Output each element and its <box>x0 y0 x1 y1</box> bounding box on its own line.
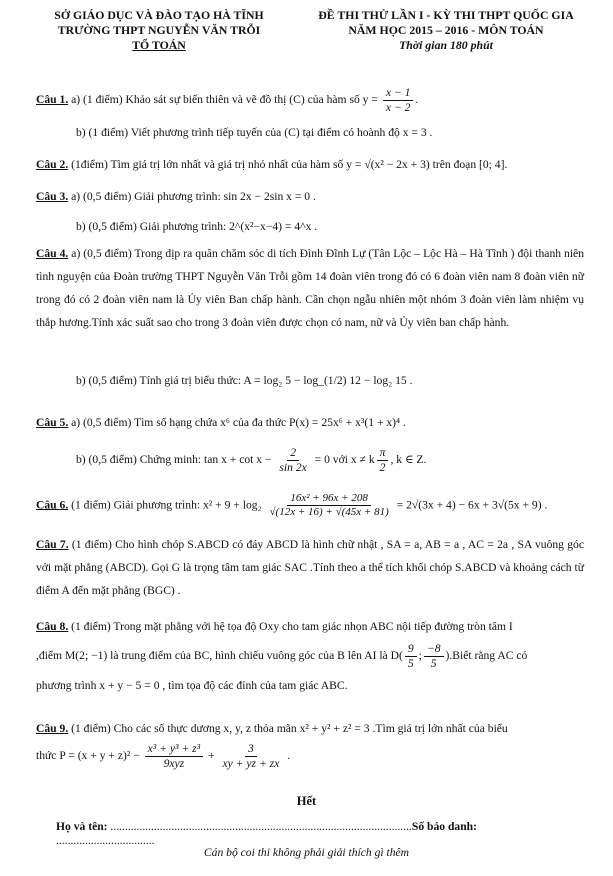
denominator: x − 2 <box>385 100 411 114</box>
operator: + <box>205 748 218 762</box>
exam-title: ĐỀ THI THỬ LẦN I - KỲ THI THPT QUỐC GIA <box>318 8 574 22</box>
fraction <box>219 742 282 771</box>
question-text: a) (0,5 điểm) Giải phương trình: sin 2x − 2sin x = 0 . <box>68 190 316 203</box>
question-label: Câu 6. <box>36 498 69 512</box>
group-name: TỔ TOÁN <box>132 38 186 52</box>
denominator: xy + yz + zx <box>222 756 280 770</box>
question-1b: b) (1 điểm) Viết phương trình tiếp tuyến của (C) tại điểm có hoành độ x = 3 . <box>76 126 433 139</box>
question-text: (1điểm) Tìm giá trị lớn nhất và giá trị nhỏ nhất của hàm số y = √(x² − 2x + 3) trên đoạn [0; 4]. <box>68 158 508 171</box>
question-text: (1 điểm) Trong mặt phẳng với hệ tọa độ Oxy cho tam giác nhọn ABC nội tiếp đường tròn tâm I <box>68 620 513 633</box>
denominator: √(12x + 16) + √(45x + 81) <box>269 506 389 519</box>
proctor-note: Cán bộ coi thi không phải giải thích gì thêm <box>203 846 410 859</box>
denominator: 9xyz <box>163 756 185 770</box>
question-label: Câu 3. <box>36 190 69 203</box>
question-label: Câu 1. <box>36 93 69 107</box>
numerator: π <box>377 446 389 461</box>
question-text: thức P = (x + y + z)² − <box>36 748 140 762</box>
fraction <box>424 642 444 671</box>
fraction <box>276 446 309 475</box>
question-label: Câu 4. <box>36 247 69 260</box>
question-label: Câu 8. <box>36 620 69 633</box>
fraction <box>405 642 417 671</box>
denominator: sin 2x <box>279 460 307 474</box>
question-line: ,điểm M(2; −1) là trung điểm của BC, hình chiếu vuông góc của B lên AI là D( $\frac{9}{5}$ ; $\frac{-8}{5}$ ).Biết rằng AC có <box>36 641 528 670</box>
question-line: phương trình x + y − 5 = 0 , tìm tọa độ các đỉnh của tam giác ABC. <box>36 678 348 692</box>
exam-duration: Thời gian 180 phút <box>399 38 493 52</box>
question-text: b) (0,5 điểm) Chứng minh: tan x + cot x − <box>76 453 272 467</box>
candidate-number-dots: .................................. <box>56 833 155 847</box>
question-2 <box>36 158 584 172</box>
question-label: Câu 7. <box>36 538 69 551</box>
question-3b: b) (0,5 điểm) Giải phương trình: 2^(x²−x−4) = 4^x . <box>76 220 318 233</box>
exam-header <box>296 8 596 53</box>
denominator: 5 <box>430 656 437 670</box>
question-4b: b) (0,5 điểm) Tính giá trị biểu thức: A = log₂ 5 − log_(1/2) 12 − log₂ 15 . <box>76 374 413 387</box>
exam-year-subject: NĂM HỌC 2015 – 2016 - MÔN TOÁN <box>348 23 544 37</box>
question-1a: Câu 1. a) (1 điểm) Khảo sát sự biến thiên và vẽ đồ thị (C) của hàm số y = $\frac{x - 1}{x - 2}$ . <box>36 86 419 114</box>
question-text: . <box>284 748 291 762</box>
question-8 <box>36 620 584 693</box>
fraction <box>145 742 203 771</box>
question-text: a) (1 điểm) Khảo sát sự biến thiên và vẽ đồ thị (C) của hàm số y = <box>68 93 378 107</box>
question-5a <box>36 416 584 430</box>
fraction <box>383 86 414 115</box>
name-label: Họ và tên: <box>56 820 108 833</box>
numerator: −8 <box>424 642 444 657</box>
question-label: Câu 5. <box>36 416 69 429</box>
candidate-info <box>56 820 576 848</box>
question-line <box>36 742 584 771</box>
question-text: = 0 với x ≠ k <box>311 453 375 467</box>
denominator: 5 <box>407 656 414 670</box>
department-name: SỞ GIÁO DỤC VÀ ĐÀO TẠO HÀ TĨNH <box>54 8 264 22</box>
fraction <box>377 446 389 475</box>
question-label: Câu 9. <box>36 722 69 735</box>
numerator: 3 <box>245 742 257 757</box>
question-7 <box>36 533 584 602</box>
question-text: (1 điểm) Cho các số thực dương x, y, z thỏa mãn x² + y² + z² = 3 .Tìm giá trị lớn nhất của biểu <box>68 722 508 735</box>
question-6 <box>36 492 584 519</box>
denominator: 2 <box>379 460 386 474</box>
question-text: a) (0,5 điểm) Trong dịp ra quân chăm sóc di tích Đình Đĩnh Lự (Tân Lộc – Lộc Hà – Hà Tĩnh ) đội thanh niên tình nguyện của Đoàn trường THPT Nguyễn Văn Trỗi gồm 14 đoàn viên trong đó có 6 đoàn viên nam 8 đoàn viên nữ trong đó có 2 đoàn viên nam là Ủy viên Ban chấp hành. Cần chọn ngẫu nhiên một nhóm 3 đoàn viên làm nhiệm vụ thắp hương.Tính xác suất sao cho trong 3 đoàn viên được chọn có nam, nữ và Ủy viên ban chấp hành. <box>36 247 584 329</box>
numerator: 2 <box>287 446 299 461</box>
candidate-number-label: Số báo danh: <box>411 820 477 833</box>
question-4a <box>36 242 584 334</box>
question-text: ).Biết rằng AC có <box>445 648 528 662</box>
question-text: a) (0,5 điểm) Tìm số hạng chứa x⁶ của đa thức P(x) = 25x⁶ + x³(1 + x)⁴ . <box>68 416 406 429</box>
question-3a <box>36 190 584 204</box>
name-dots: ........................................................................................................ <box>107 820 412 833</box>
school-name: TRƯỜNG THPT NGUYỄN VĂN TRỖI <box>57 23 261 37</box>
question-line <box>36 722 584 736</box>
question-9 <box>36 722 584 771</box>
question-text: (1 điểm) Giải phương trình: x² + 9 + log₂ <box>68 498 262 512</box>
question-text: = 2√(3x + 4) − 6x + 3√(5x + 9) . <box>393 498 548 512</box>
numerator: x − 1 <box>383 86 414 101</box>
numerator: 16x² + 96x + 208 <box>287 492 370 506</box>
question-text: , k ∈ Z. <box>390 453 427 467</box>
school-header <box>28 8 290 53</box>
end-marker: Hết <box>296 794 317 808</box>
numerator: x³ + y³ + z³ <box>145 742 203 757</box>
fraction <box>267 492 392 519</box>
question-line <box>36 620 584 634</box>
question-text: (1 điểm) Cho hình chóp S.ABCD có đáy ABCD là hình chữ nhật , SA = a, AB = a , AC = 2a , SA vuông góc với mặt phẳng (ABCD). Gọi G là trọng tâm tam giác SAC .Tính theo a thể tích khối chóp S.ABCD và khoảng cách từ điểm A đến mặt phẳng (BGC) . <box>36 538 584 597</box>
question-label: Câu 2. <box>36 158 69 171</box>
numerator: 9 <box>405 642 417 657</box>
question-5b <box>76 446 584 475</box>
question-text: ,điểm M(2; −1) là trung điểm của BC, hình chiếu vuông góc của B lên AI là D( <box>36 648 403 662</box>
